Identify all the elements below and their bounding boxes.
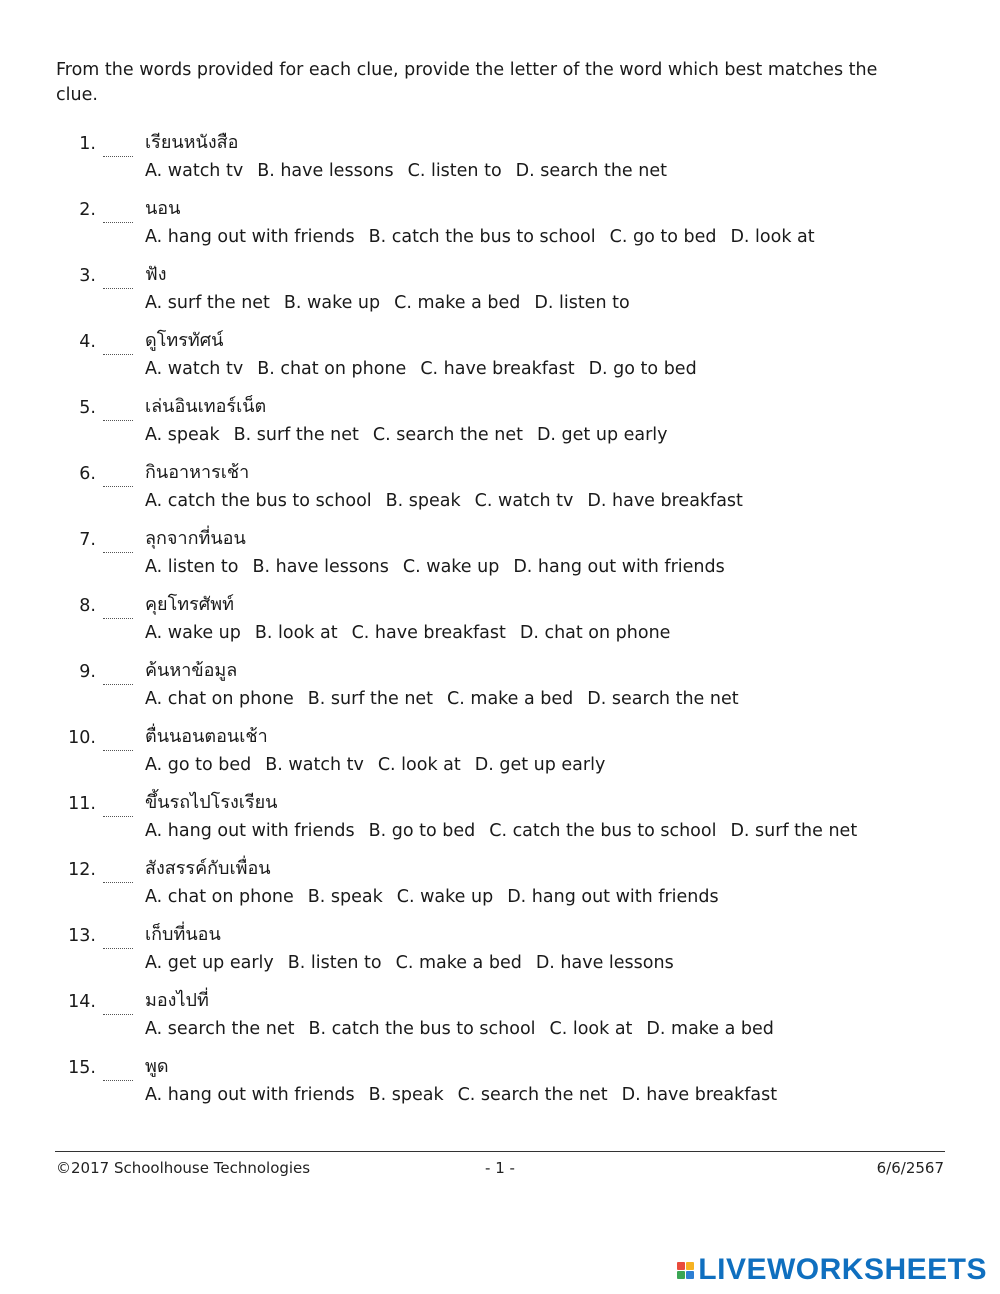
option-c: C. go to bed (609, 227, 717, 247)
option-a: A. watch tv (145, 359, 244, 379)
option-a: A. search the net (145, 1019, 295, 1039)
answer-blank[interactable] (103, 1006, 133, 1015)
option-d: D. search the net (515, 161, 667, 181)
option-d: D. chat on phone (519, 623, 671, 643)
question-number: 7. (79, 530, 96, 550)
option-d: D. hang out with friends (513, 557, 725, 577)
option-d: D. listen to (534, 293, 630, 313)
question-clue: ค้นหาข้อมูล (145, 660, 238, 681)
option-d: D. go to bed (588, 359, 697, 379)
question-item (0, 920, 1000, 986)
brand-name: LIVEWORKSHEETS (698, 1253, 987, 1286)
option-a: A. go to bed (145, 755, 252, 775)
question-clue: พูด (145, 1056, 169, 1077)
option-c: C. make a bed (447, 689, 574, 709)
answer-blank[interactable] (103, 346, 133, 355)
option-c: C. have breakfast (351, 623, 506, 643)
question-clue: ลุกจากที่นอน (145, 528, 246, 549)
question-number: 9. (79, 662, 96, 682)
option-b: B. watch tv (265, 755, 364, 775)
question-item (0, 854, 1000, 920)
option-a: A. listen to (145, 557, 239, 577)
option-c: C. look at (549, 1019, 633, 1039)
answer-blank[interactable] (103, 214, 133, 223)
footer-page-number: - 1 - (485, 1159, 515, 1177)
option-a: A. speak (145, 425, 220, 445)
question-item (0, 590, 1000, 656)
question-options (145, 753, 619, 777)
question-item (0, 392, 1000, 458)
option-b: B. look at (254, 623, 338, 643)
answer-blank[interactable] (103, 940, 133, 949)
question-options (145, 225, 829, 249)
question-clue: ตื่นนอนตอนเช้า (145, 726, 268, 747)
footer-date: 6/6/2567 (876, 1159, 944, 1177)
option-c: C. wake up (396, 887, 494, 907)
badge-square-i (686, 1262, 694, 1270)
question-item (0, 722, 1000, 788)
option-a: A. chat on phone (145, 887, 294, 907)
question-number: 8. (79, 596, 96, 616)
option-b: B. listen to (287, 953, 382, 973)
question-list (0, 128, 1000, 1118)
question-item (0, 788, 1000, 854)
footer-copyright: ©2017 Schoolhouse Technologies (56, 1159, 311, 1177)
question-clue: สังสรรค์กับเพื่อน (145, 858, 271, 879)
question-clue: มองไปที่ (145, 990, 209, 1011)
option-c: C. look at (377, 755, 461, 775)
option-d: D. hang out with friends (507, 887, 719, 907)
option-a: A. get up early (145, 953, 274, 973)
option-a: A. hang out with friends (145, 227, 355, 247)
question-clue: เรียนหนังสือ (145, 132, 239, 153)
option-c: C. listen to (407, 161, 502, 181)
question-item (0, 128, 1000, 194)
option-c: C. catch the bus to school (489, 821, 717, 841)
answer-blank[interactable] (103, 1072, 133, 1081)
question-options (145, 885, 733, 909)
answer-blank[interactable] (103, 478, 133, 487)
option-c: C. have breakfast (420, 359, 575, 379)
option-b: B. have lessons (252, 557, 389, 577)
option-b: B. speak (385, 491, 461, 511)
question-options (145, 621, 684, 645)
question-number: 15. (68, 1058, 96, 1078)
question-options (145, 159, 681, 183)
question-options (145, 357, 711, 381)
question-clue: กินอาหารเช้า (145, 462, 250, 483)
question-options (145, 687, 753, 711)
option-b: B. speak (307, 887, 383, 907)
option-d: D. have lessons (535, 953, 674, 973)
question-number: 2. (79, 200, 96, 220)
question-number: 6. (79, 464, 96, 484)
question-options (145, 1017, 788, 1041)
option-a: A. chat on phone (145, 689, 294, 709)
question-clue: ขึ้นรถไปโรงเรียน (145, 792, 278, 813)
option-d: D. surf the net (730, 821, 858, 841)
option-c: C. make a bed (395, 953, 522, 973)
badge-square-v (677, 1271, 685, 1279)
option-a: A. hang out with friends (145, 1085, 355, 1105)
question-item (0, 458, 1000, 524)
answer-blank[interactable] (103, 676, 133, 685)
answer-blank[interactable] (103, 610, 133, 619)
option-b: B. catch the bus to school (308, 1019, 536, 1039)
question-number: 13. (68, 926, 96, 946)
option-d: D. get up early (474, 755, 606, 775)
option-c: C. search the net (457, 1085, 608, 1105)
footer-divider (55, 1151, 945, 1152)
option-b: B. catch the bus to school (368, 227, 596, 247)
question-item (0, 656, 1000, 722)
option-c: C. search the net (372, 425, 523, 445)
option-b: B. surf the net (307, 689, 434, 709)
option-b: B. speak (368, 1085, 444, 1105)
option-d: D. make a bed (646, 1019, 774, 1039)
option-a: A. surf the net (145, 293, 270, 313)
option-b: B. chat on phone (257, 359, 407, 379)
option-c: C. watch tv (474, 491, 574, 511)
option-a: A. watch tv (145, 161, 244, 181)
question-options (145, 489, 757, 513)
question-clue: ฟัง (145, 264, 167, 285)
answer-blank[interactable] (103, 742, 133, 751)
answer-blank[interactable] (103, 874, 133, 883)
question-clue: นอน (145, 198, 181, 219)
question-number: 4. (79, 332, 96, 352)
option-b: B. go to bed (368, 821, 476, 841)
option-c: C. wake up (402, 557, 500, 577)
question-options (145, 1083, 791, 1107)
instructions: From the words provided for each clue, provide the letter of the word which best matches the clue. (56, 60, 878, 105)
option-a: A. catch the bus to school (145, 491, 372, 511)
question-options (145, 423, 682, 447)
question-clue: เก็บที่นอน (145, 924, 221, 945)
question-number: 11. (68, 794, 96, 814)
live-badge-icon (677, 1262, 694, 1279)
option-d: D. get up early (536, 425, 668, 445)
option-b: B. wake up (283, 293, 381, 313)
question-item (0, 260, 1000, 326)
option-b: B. have lessons (257, 161, 394, 181)
option-d: D. look at (730, 227, 815, 247)
option-d: D. have breakfast (587, 491, 743, 511)
question-item (0, 194, 1000, 260)
question-clue: ดูโทรทัศน์ (145, 330, 224, 351)
question-number: 5. (79, 398, 96, 418)
question-options (145, 819, 871, 843)
option-c: C. make a bed (394, 293, 521, 313)
option-d: D. have breakfast (621, 1085, 778, 1105)
question-item (0, 986, 1000, 1052)
question-clue: เล่นอินเทอร์เน็ต (145, 396, 267, 417)
answer-blank[interactable] (103, 412, 133, 421)
question-item (0, 326, 1000, 392)
option-d: D. search the net (587, 689, 739, 709)
question-number: 14. (68, 992, 96, 1012)
answer-blank[interactable] (103, 280, 133, 289)
question-options (145, 291, 644, 315)
answer-blank[interactable] (103, 148, 133, 157)
question-item (0, 1052, 1000, 1118)
liveworksheets-logo (677, 1250, 987, 1290)
question-number: 10. (68, 728, 96, 748)
badge-square-l (677, 1262, 685, 1270)
question-options (145, 555, 739, 579)
question-number: 1. (79, 134, 96, 154)
question-item (0, 524, 1000, 590)
option-a: A. hang out with friends (145, 821, 355, 841)
badge-square-e (686, 1271, 694, 1279)
question-number: 3. (79, 266, 96, 286)
question-options (145, 951, 688, 975)
answer-blank[interactable] (103, 808, 133, 817)
question-number: 12. (68, 860, 96, 880)
option-b: B. surf the net (233, 425, 359, 445)
option-a: A. wake up (145, 623, 241, 643)
question-clue: คุยโทรศัพท์ (145, 594, 234, 615)
answer-blank[interactable] (103, 544, 133, 553)
